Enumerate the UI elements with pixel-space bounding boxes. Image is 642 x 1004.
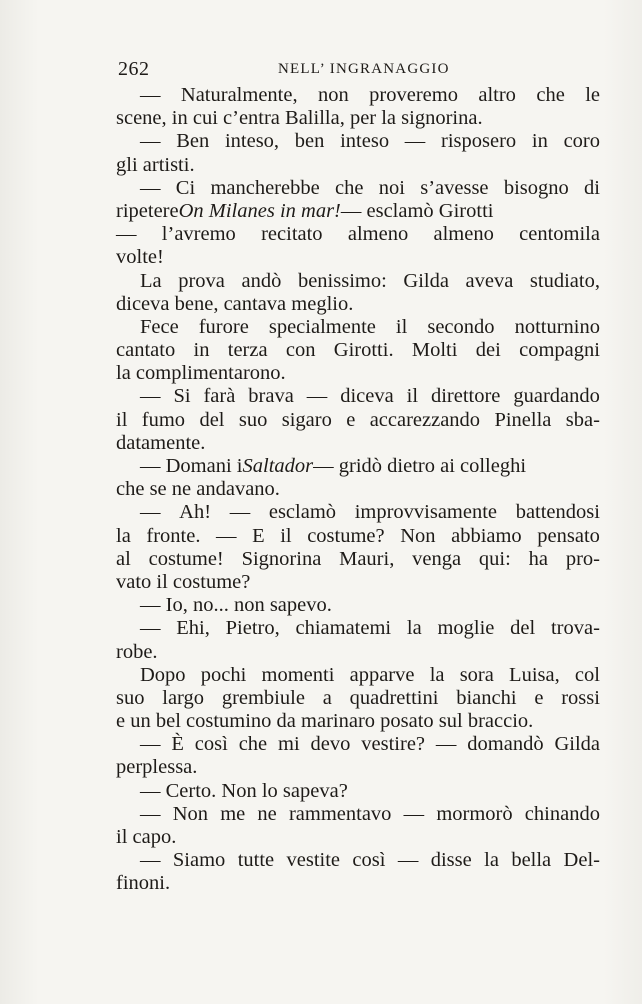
- word: coro: [563, 130, 600, 153]
- word: disse: [430, 849, 472, 872]
- text-line: [116, 409, 600, 432]
- word: Pinella: [494, 408, 552, 431]
- word: in: [193, 339, 210, 362]
- word: Ben: [176, 130, 210, 153]
- word: pensato: [537, 524, 600, 547]
- word: —: [140, 617, 161, 640]
- italic-title: Saltador: [242, 455, 314, 477]
- word: che: [238, 733, 268, 756]
- word: la: [406, 617, 422, 640]
- word: rammentavo: [288, 802, 392, 825]
- word: Fece: [140, 315, 179, 338]
- word: s’avesse: [420, 176, 489, 199]
- word: con: [285, 339, 316, 362]
- page-number: 262: [118, 58, 150, 80]
- word: abbiamo: [451, 524, 522, 547]
- word: al: [116, 547, 131, 570]
- text-line: [116, 501, 600, 524]
- word: la: [429, 663, 445, 686]
- text-line: [116, 617, 600, 640]
- word: improvvisamente: [354, 501, 498, 524]
- word: recitato: [261, 223, 323, 246]
- word: Del-: [563, 849, 600, 872]
- word: sigaro: [281, 408, 332, 431]
- word: almeno: [347, 223, 409, 246]
- text-line: [116, 200, 600, 223]
- word: inteso: [340, 130, 390, 153]
- word: sba-: [565, 408, 600, 431]
- word: in: [531, 130, 548, 153]
- text-line: il capo.: [116, 826, 177, 848]
- word: a: [322, 686, 332, 709]
- word: di: [584, 176, 600, 199]
- word: vestire?: [361, 733, 426, 756]
- word: Ci: [175, 176, 196, 199]
- text-line: volte!: [116, 246, 164, 269]
- word: compagni: [519, 339, 600, 362]
- word: Gilda: [403, 269, 449, 292]
- word: ne: [257, 802, 277, 825]
- word: sora: [459, 663, 494, 686]
- text-line: vato il costume?: [116, 570, 251, 593]
- word: devo: [310, 733, 351, 756]
- word: chinando: [524, 802, 600, 825]
- text-line: — Io, no... non sapevo.: [140, 594, 332, 617]
- word: chiamatemi: [295, 617, 392, 640]
- word: cantato: [116, 339, 176, 362]
- body-text: [116, 84, 600, 896]
- word: il: [280, 524, 292, 547]
- word: costume!: [148, 547, 224, 570]
- word: studiato,: [529, 269, 600, 292]
- word: specialmente: [268, 315, 376, 338]
- word: apparve: [349, 663, 415, 686]
- text-line: [116, 664, 600, 687]
- word: Siamo: [172, 849, 226, 872]
- word: furore: [198, 315, 249, 338]
- word: la: [484, 849, 499, 872]
- word: proveremo: [369, 84, 458, 106]
- word: e: [534, 686, 544, 709]
- word: e: [346, 408, 356, 431]
- word: mi: [278, 733, 300, 756]
- word: —: [116, 223, 137, 246]
- word: risposero: [441, 130, 517, 153]
- word: Non: [172, 802, 208, 825]
- word: —: [140, 176, 161, 199]
- text-line: [116, 339, 600, 362]
- text-line: [116, 803, 600, 826]
- word: brava: [248, 385, 294, 408]
- word: Mauri,: [339, 547, 395, 570]
- word: guardando: [513, 385, 600, 408]
- word: direttore: [430, 385, 501, 408]
- word: costume?: [307, 524, 385, 547]
- word: fumo: [141, 408, 186, 431]
- text-segment: — Domani i: [140, 455, 243, 477]
- word: —: [216, 524, 237, 547]
- word: prova: [178, 269, 225, 292]
- word: il: [406, 385, 419, 408]
- word: Gilda: [554, 733, 600, 756]
- word: ha: [528, 547, 548, 570]
- text-line: robe.: [116, 640, 158, 663]
- word: l’avremo: [161, 223, 236, 246]
- word: —: [404, 130, 426, 153]
- word: centomila: [519, 223, 600, 246]
- word: Molti: [411, 339, 458, 362]
- word: pochi: [200, 663, 247, 686]
- text-line: [116, 525, 600, 548]
- word: bianchi: [456, 686, 517, 709]
- word: Dopo: [140, 663, 186, 686]
- word: —: [140, 130, 161, 153]
- text-line: finoni.: [116, 872, 171, 895]
- text-line: scene, in cui c’entra Balilla, per la signorina.: [116, 107, 483, 130]
- text-line: [116, 548, 600, 571]
- word: —: [140, 84, 161, 106]
- word: così: [194, 733, 228, 756]
- word: noi: [378, 176, 405, 199]
- text-line: [116, 455, 600, 478]
- word: —: [229, 501, 251, 524]
- word: —: [435, 733, 457, 756]
- word: che: [536, 84, 565, 106]
- text-line: [116, 177, 600, 200]
- word: bella: [511, 849, 552, 872]
- italic-title: On Milanes in mar!: [178, 199, 341, 222]
- text-line: [116, 316, 600, 339]
- word: domandò: [467, 733, 544, 756]
- word: accarezzando: [369, 408, 481, 431]
- word: Non: [400, 524, 436, 547]
- text-line: gli artisti.: [116, 153, 195, 176]
- word: tutte: [237, 849, 275, 872]
- word: suo: [238, 408, 268, 431]
- word: andò: [241, 269, 282, 292]
- text-segment: ripetere: [116, 199, 179, 222]
- text-line: che se ne andavano.: [116, 478, 280, 501]
- word: —: [140, 733, 161, 756]
- word: —: [140, 849, 161, 872]
- word: secondo: [427, 315, 495, 338]
- word: Luisa,: [509, 663, 560, 686]
- word: suo: [116, 686, 145, 709]
- text-line: la complimentarono.: [116, 362, 286, 385]
- word: La: [140, 269, 162, 292]
- word: la: [116, 524, 131, 547]
- word: largo: [162, 686, 205, 709]
- word: grembiule: [221, 686, 305, 709]
- word: venga: [412, 547, 462, 570]
- text-line: [116, 270, 600, 293]
- word: il: [116, 408, 128, 431]
- word: dei: [475, 339, 501, 362]
- word: benissimo:: [297, 269, 387, 292]
- word: Ehi,: [176, 617, 210, 640]
- word: battendosi: [515, 501, 600, 524]
- word: È: [171, 733, 184, 756]
- text-line: e un bel costumino da marinaro posato sul braccio.: [116, 710, 534, 733]
- word: —: [397, 849, 419, 872]
- text-line: [116, 687, 600, 710]
- word: mancherebbe: [210, 176, 320, 199]
- word: trova-: [550, 617, 600, 640]
- word: fronte.: [146, 524, 201, 547]
- word: non: [318, 84, 349, 106]
- text-line: [116, 733, 600, 756]
- word: —: [403, 802, 425, 825]
- word: esclamò: [268, 501, 337, 524]
- word: il: [395, 315, 408, 338]
- word: moglie: [437, 617, 495, 640]
- word: terza: [227, 339, 268, 362]
- word: così: [352, 849, 386, 872]
- text-line: diceva bene, cantava meglio.: [116, 292, 354, 315]
- text-line: perplessa.: [116, 756, 198, 779]
- word: altro: [478, 84, 516, 106]
- word: del: [510, 617, 536, 640]
- word: del: [199, 408, 225, 431]
- word: —: [140, 385, 161, 408]
- text-line: [116, 130, 600, 153]
- word: me: [220, 802, 246, 825]
- text-segment: — esclamò Girotti: [340, 199, 494, 222]
- text-line: [116, 849, 600, 872]
- word: Ah!: [179, 501, 212, 524]
- word: Naturalmente,: [180, 84, 298, 106]
- running-title: NELL’ INGRANAGGIO: [278, 61, 450, 77]
- text-line: [116, 223, 600, 246]
- word: almeno: [433, 223, 494, 246]
- text-line: [116, 84, 600, 107]
- word: aveva: [465, 269, 514, 292]
- word: Pietro,: [225, 617, 280, 640]
- word: qui:: [478, 547, 511, 570]
- word: rossi: [561, 686, 600, 709]
- page-header: [118, 58, 596, 82]
- word: Girotti.: [333, 339, 394, 362]
- word: Signorina: [241, 547, 322, 570]
- word: momenti: [261, 663, 335, 686]
- word: col: [574, 663, 600, 686]
- text-line: datamente.: [116, 431, 206, 454]
- text-segment: — gridò dietro ai colleghi: [313, 455, 527, 477]
- word: farà: [203, 385, 236, 408]
- text-line: — Certo. Non lo sapeva?: [140, 779, 348, 802]
- text-line: [116, 385, 600, 408]
- word: E: [252, 524, 265, 547]
- word: mormorò: [436, 802, 513, 825]
- word: vestite: [286, 849, 341, 872]
- word: bisogno: [503, 176, 569, 199]
- word: le: [585, 84, 600, 106]
- word: pro-: [565, 547, 600, 570]
- word: Si: [173, 385, 191, 408]
- word: diceva: [340, 385, 394, 408]
- word: notturnino: [514, 315, 600, 338]
- word: quadrettini: [349, 686, 439, 709]
- word: —: [140, 501, 161, 524]
- word: —: [140, 802, 161, 825]
- word: inteso,: [224, 130, 280, 153]
- word: ben: [294, 130, 325, 153]
- word: —: [306, 385, 328, 408]
- word: che: [335, 176, 364, 199]
